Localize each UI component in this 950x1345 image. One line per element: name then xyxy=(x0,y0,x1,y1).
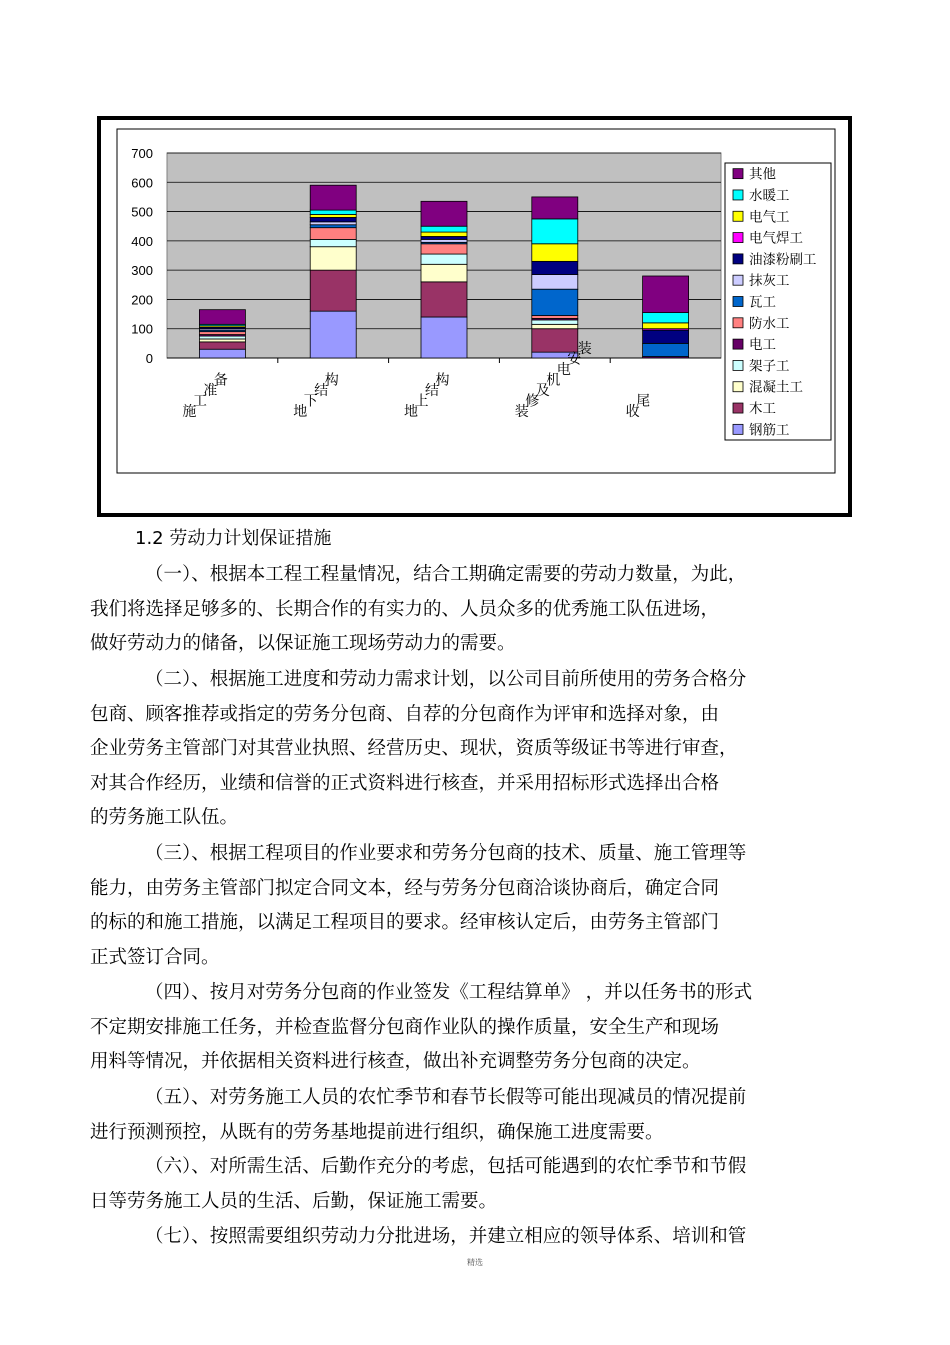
bar-segment xyxy=(421,317,467,358)
x-category-label: 装 xyxy=(514,404,529,420)
x-category-label: 修 xyxy=(525,393,540,410)
legend-swatch xyxy=(733,254,743,264)
paragraph-line: 的标的和施工措施，以满足工程项目的要求。经审核认定后，由劳务主管部门 xyxy=(90,912,720,933)
paragraph-line: （五）、对劳务施工人员的农忙季节和春节长假等可能出现减员的情况提前 xyxy=(145,1087,747,1108)
x-category-label: 工 xyxy=(192,393,207,410)
y-tick-label: 100 xyxy=(131,321,153,337)
bar-segment xyxy=(643,330,689,343)
paragraph xyxy=(90,1081,746,1150)
bar-segment xyxy=(421,201,467,226)
paragraph-line: 不定期安排施工任务，并检查监督分包商作业队的操作质量，安全生产和现场 xyxy=(90,1016,720,1038)
y-tick-label: 400 xyxy=(131,233,153,249)
y-tick-label: 700 xyxy=(131,146,153,161)
legend-label: 架子工 xyxy=(749,358,790,375)
bar-segment xyxy=(421,236,467,239)
paragraph-line: 对其合作经历，业绩和信誉的正式资料进行核查，并采用招标形式选择出合格 xyxy=(90,772,720,794)
bar-segment xyxy=(310,210,356,214)
legend-label: 抹灰工 xyxy=(749,273,790,290)
bar-segment xyxy=(421,239,467,242)
paragraph-line: 做好劳动力的储备，以保证施工现场劳动力的需要。 xyxy=(90,633,516,654)
legend-swatch xyxy=(733,297,743,307)
bar-segment xyxy=(643,313,689,323)
paragraph xyxy=(90,837,746,975)
x-category-label: 装 xyxy=(577,341,592,357)
paragraph-line: （二）、根据施工进度和劳动力需求计划，以公司目前所使用的劳务合格分 xyxy=(145,669,747,690)
legend-label: 电气工 xyxy=(749,209,790,226)
legend-swatch xyxy=(733,275,743,285)
paragraph xyxy=(90,976,752,1080)
bar-segment xyxy=(532,244,578,262)
paragraph-line: 日等劳务施工人员的生活、后勤，保证施工需要。 xyxy=(90,1190,498,1212)
bar-segment xyxy=(199,336,245,339)
y-tick-label: 600 xyxy=(131,175,153,191)
bar-segment xyxy=(310,247,356,270)
bar-segment xyxy=(421,282,467,317)
paragraph-line: 我们将选择足够多的、长期合作的有实力的、人员众多的优秀施工队伍进场， xyxy=(90,598,720,620)
bar-segment xyxy=(199,332,245,335)
legend-label: 水暖工 xyxy=(749,187,790,204)
x-category-label: 收 xyxy=(625,404,640,420)
bar-segment xyxy=(532,261,578,274)
paragraph-line: 进行预测预控，从既有的劳务基地提前进行组织，确保施工进度需要。 xyxy=(90,1121,664,1143)
legend-swatch xyxy=(733,360,743,370)
legend-swatch xyxy=(733,190,743,200)
bar-segment xyxy=(532,316,578,319)
legend-label: 电气焊工 xyxy=(749,230,803,247)
paragraph-line: 正式签订合同。 xyxy=(90,946,220,968)
y-tick-label: 500 xyxy=(131,204,153,220)
bar-segment xyxy=(310,225,356,228)
stacked-bar-chart xyxy=(101,120,848,513)
bar-segment xyxy=(199,339,245,342)
legend-label: 其他 xyxy=(749,166,776,183)
legend-label: 混凝土工 xyxy=(749,379,803,396)
legend-label: 瓦工 xyxy=(749,294,776,311)
bar-segment xyxy=(310,222,356,225)
bar-segment xyxy=(532,289,578,315)
bar-segment xyxy=(532,320,578,324)
paragraph-line: （六）、对所需生活、后勤作充分的考虑，包括可能遇到的农忙季节和节假 xyxy=(145,1156,747,1177)
legend-swatch xyxy=(733,339,743,349)
x-category-label: 构 xyxy=(435,372,450,389)
x-category-label: 及 xyxy=(535,383,550,399)
x-category-label: 下 xyxy=(303,393,318,410)
paragraph-line: 的劳务施工队伍。 xyxy=(90,807,239,828)
x-category-label: 结 xyxy=(425,383,439,399)
bar-segment xyxy=(310,217,356,221)
x-category-label: 地 xyxy=(293,404,308,420)
page-footer: 精选 xyxy=(467,1258,483,1267)
legend-label: 电工 xyxy=(749,337,776,354)
x-category-label: 准 xyxy=(203,383,218,399)
x-category-label: 尾 xyxy=(636,393,651,410)
paragraph-line: 能力，由劳务主管部门拟定合同文本，经与劳务分包商洽谈协商后，确定合同 xyxy=(90,877,720,899)
x-category-label: 机 xyxy=(546,372,561,389)
bar-segment xyxy=(310,215,356,218)
bar-segment xyxy=(532,275,578,290)
legend-swatch xyxy=(733,211,743,221)
bar-segment xyxy=(421,232,467,236)
bar-segment xyxy=(421,244,467,254)
x-category-label: 备 xyxy=(213,372,228,389)
paragraph-line: （七）、按照需要组织劳动力分批进场，并建立相应的领导体系、培训和管 xyxy=(145,1226,747,1247)
bar-segment xyxy=(643,323,689,329)
paragraph-line: （三）、根据工程项目的作业要求和劳务分包商的技术、质量、施工管理等 xyxy=(145,843,747,864)
bar-segment xyxy=(421,254,467,264)
paragraph xyxy=(90,1150,746,1219)
bar-segment xyxy=(310,270,356,311)
bar-segment xyxy=(199,310,245,325)
y-tick-label: 300 xyxy=(131,263,153,279)
y-tick-label: 200 xyxy=(131,292,153,308)
bar-segment xyxy=(421,264,467,282)
x-category-label: 上 xyxy=(414,393,429,410)
bar-segment xyxy=(310,311,356,358)
bar-segment xyxy=(643,343,689,356)
y-tick-label: 0 xyxy=(145,351,153,366)
labor-chart-frame xyxy=(97,116,852,517)
legend-swatch xyxy=(733,318,743,328)
legend-label: 防水工 xyxy=(749,315,790,332)
paragraph-line: （四）、按月对劳务分包商的作业签发《工程结算单》 ，并以任务书的形式 xyxy=(145,982,753,1003)
paragraph xyxy=(90,1220,746,1255)
legend-label: 油漆粉刷工 xyxy=(749,251,817,268)
x-category-label: 施 xyxy=(182,404,197,420)
bar-segment xyxy=(532,197,578,219)
paragraph-line: 企业劳务主管部门对其营业执照、经营历史、现状，资质等级证书等进行审查， xyxy=(90,738,738,759)
bar-segment xyxy=(532,324,578,328)
paragraph xyxy=(90,663,746,836)
bar-segment xyxy=(199,349,245,358)
bar-segment xyxy=(532,219,578,244)
paragraph xyxy=(90,558,746,662)
legend-swatch xyxy=(733,403,743,413)
paragraph-line: 用料等情况，并依据相关资料进行核查，做出补充调整劳务分包商的决定。 xyxy=(90,1051,701,1072)
x-category-label: 构 xyxy=(324,372,339,389)
legend-label: 钢筋工 xyxy=(749,422,790,439)
bar-segment xyxy=(310,228,356,240)
bar-segment xyxy=(421,226,467,232)
legend-swatch xyxy=(733,382,743,392)
bar-segment xyxy=(310,185,356,210)
bar-segment xyxy=(532,329,578,352)
section-title: 1.2 劳动力计划保证措施 xyxy=(135,528,332,549)
x-category-label: 地 xyxy=(404,404,418,420)
legend-swatch xyxy=(733,233,743,243)
x-category-label: 安 xyxy=(567,351,582,368)
legend-label: 木工 xyxy=(749,401,776,418)
paragraph-line: （一）、根据本工程工程量情况，结合工期确定需要的劳动力数量，为此， xyxy=(145,564,747,585)
bar-segment xyxy=(199,342,245,349)
x-category-label: 电 xyxy=(556,362,571,378)
bar-segment xyxy=(643,276,689,313)
bar-segment xyxy=(310,239,356,246)
paragraph-line: 包商、顾客推荐或指定的劳务分包商、自荐的分包商作为评审和选择对象，由 xyxy=(90,703,720,725)
legend-swatch xyxy=(733,424,743,434)
x-category-label: 结 xyxy=(314,383,329,399)
legend-swatch xyxy=(733,169,743,179)
